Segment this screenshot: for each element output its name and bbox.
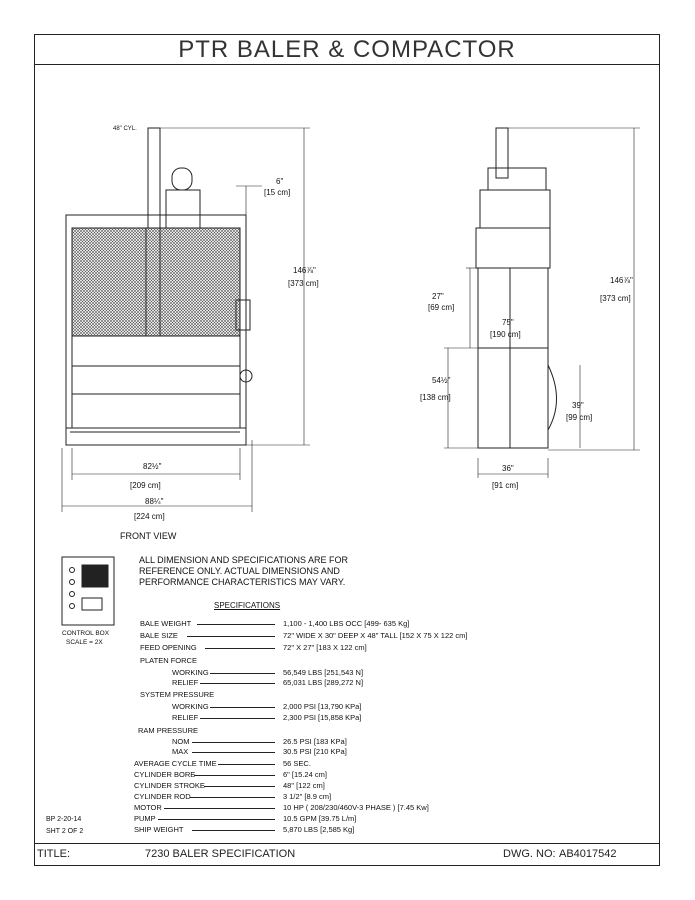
spec-ram-nom-label: NOM [172,737,190,746]
spec-leader [192,752,275,753]
spec-leader [197,624,275,625]
spec-feed-opening-value: 72" X 27" [183 X 122 cm] [283,643,367,652]
front-view-drawing [62,128,310,512]
dim-depth-in: 36" [502,464,514,473]
title-value: 7230 BALER SPECIFICATION [145,848,296,860]
dim-top-in: 6" [276,177,284,186]
dim-door-cm: [99 cm] [566,413,593,422]
spec-sys-working-label: WORKING [172,702,209,711]
spec-leader [158,819,275,820]
spec-leader [210,673,275,674]
spec-motor-value: 10 HP ( 208/230/460V-3 PHASE ) [7.45 Kw] [283,803,429,812]
dim-height-in: 146⅞" [293,266,316,275]
spec-ship-weight-label: SHIP WEIGHT [134,825,184,834]
dwg-label: DWG. NO: [503,848,556,860]
spec-ship-weight-value: 5,870 LBS [2,585 Kg] [283,825,355,834]
specifications-heading: SPECIFICATIONS [214,601,281,610]
dim-depth-cm: [91 cm] [492,481,519,490]
control-box-label: CONTROL BOX [62,630,110,637]
spec-leader [200,718,275,719]
spec-leader [200,683,275,684]
spec-pump-value: 10.5 GPM [39.75 L/m] [283,814,357,823]
sheet-number: SHT 2 OF 2 [46,828,84,835]
spec-leader [194,775,275,776]
dim-overall-cm: [224 cm] [134,512,165,521]
spec-pump-label: PUMP [134,814,156,823]
dim-chamber-in: 75" [502,318,514,327]
spec-platen-force: PLATEN FORCE [140,656,197,665]
spec-system-pressure: SYSTEM PRESSURE [140,690,215,699]
revision-date: BP 2-20-14 [46,816,82,823]
dim-door-in: 39" [572,401,584,410]
spec-bale-size-label: BALE SIZE [140,631,178,640]
control-box-scale: SCALE = 2X [66,639,103,646]
spec-platen-relief-value: 65,031 LBS [289,272 N] [283,678,364,687]
spec-bale-weight-label: BALE WEIGHT [140,619,192,628]
spec-platen-working-value: 56,549 LBS [251,543 N] [283,668,364,677]
spec-cycle-time-label: AVERAGE CYCLE TIME [134,759,217,768]
dim-opening-in: 27" [432,292,444,301]
dim-lower-in: 54½" [432,376,451,385]
spec-motor-label: MOTOR [134,803,162,812]
spec-ram-max-label: MAX [172,747,189,756]
dim-height-cm: [373 cm] [288,279,319,288]
dim-side-height-in: 146⅞" [610,276,633,285]
dim-lower-cm: [138 cm] [420,393,451,402]
spec-ram-nom-value: 26.5 PSI [183 KPa] [283,737,347,746]
spec-platen-relief-label: RELIEF [172,678,199,687]
spec-sys-relief-value: 2,300 PSI [15,858 KPa] [283,713,362,722]
spec-cycle-time-value: 56 SEC. [283,759,311,768]
dwg-number: AB4017542 [559,848,617,860]
cylinder-label: 48" CYL. [113,126,137,132]
spec-cyl-bore-label: CYLINDER BORE [134,770,196,779]
spec-ram-pressure: RAM PRESSURE [138,726,199,735]
spec-leader [218,764,275,765]
control-box-drawing [62,557,114,625]
spec-ram-max-value: 30.5 PSI [210 KPa] [283,747,347,756]
spec-leader [192,742,275,743]
dim-opening-cm: [69 cm] [428,303,455,312]
spec-cyl-rod-value: 3 1/2" [8.9 cm] [283,792,332,801]
spec-cyl-rod-label: CYLINDER ROD [134,792,191,801]
spec-bale-weight-value: 1,100 - 1,400 LBS OCC [499- 635 Kg] [283,619,410,628]
front-view-caption: FRONT VIEW [120,531,177,541]
spec-leader [187,636,275,637]
spec-leader [192,830,275,831]
spec-bale-size-value: 72" WIDE X 30" DEEP X 48" TALL [152 X 75 X 122 cm] [283,631,468,640]
drawing-title: PTR BALER & COMPACTOR [35,35,659,65]
spec-leader [190,797,275,798]
spec-leader [210,707,275,708]
spec-leader [205,648,275,649]
spec-platen-working-label: WORKING [172,668,209,677]
dim-width-cm: [209 cm] [130,481,161,490]
dim-top-cm: [15 cm] [264,188,291,197]
spec-cyl-stroke-label: CYLINDER STROKE [134,781,205,790]
dim-side-height-cm: [373 cm] [600,294,631,303]
spec-cyl-bore-value: 6" [15.24 cm] [283,770,327,779]
dim-width-in: 82½" [143,462,162,471]
spec-sys-relief-label: RELIEF [172,713,199,722]
spec-feed-opening-label: FEED OPENING [140,643,197,652]
spec-sys-working-value: 2,000 PSI [13,790 KPa] [283,702,362,711]
dim-chamber-cm: [190 cm] [490,330,521,339]
title-label: TITLE: [37,848,71,860]
spec-cyl-stroke-value: 48" [122 cm] [283,781,325,790]
reference-note: ALL DIMENSION AND SPECIFICATIONS ARE FOR REFERENCE ONLY. ACTUAL DIMENSIONS AND PERFORMANCE CHARACTERISTICS MAY VARY. [139,555,349,587]
spec-leader [164,808,275,809]
spec-leader [204,786,275,787]
dim-overall-in: 88¼" [145,497,164,506]
